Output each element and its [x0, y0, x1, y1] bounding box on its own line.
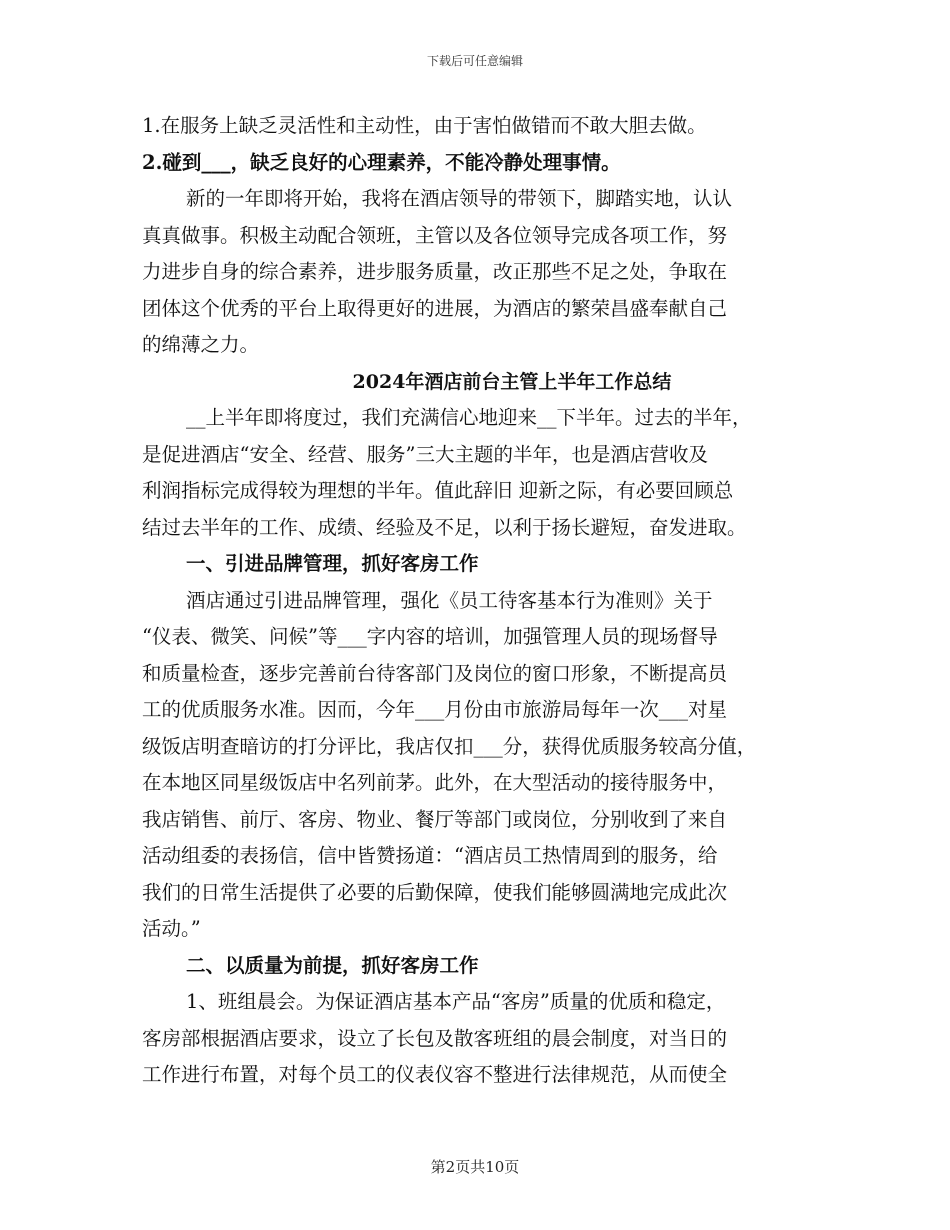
text-line: 利润指标完成得较为理想的半年。值此辞旧 迎新之际，有必要回顾总 [142, 479, 734, 502]
text-line: 结过去半年的工作、成绩、经验及不足，以利于扬长避短，奋发进取。 [142, 515, 747, 539]
text-line: 我店销售、前厅、客房、物业、餐厅等部门或岗位，分别收到了来自 [142, 807, 728, 831]
text-line: 是促进酒店“安全、经营、服务”三大主题的半年，也是酒店营收及 [142, 442, 708, 466]
text-line: 级饭店明查暗访的打分评比，我店仅扣___分，获得优质服务较高分值， [142, 734, 757, 758]
list-item-2 [142, 145, 822, 182]
text-line: 力进步自身的综合素养，进步服务质量，改正那些不足之处，争取在 [142, 260, 728, 283]
text-line: 团体这个优秀的平台上取得更好的进展，为酒店的繁荣昌盛奉献自己 [142, 296, 728, 320]
text-line: 我们的日常生活提供了必要的后勤保障，使我们能够圆满地完成此次 [142, 880, 728, 904]
text-line: 真真做事。积极主动配合领班，主管以及各位领导完成各项工作，努 [142, 223, 728, 247]
text-line: 酒店通过引进品牌管理，强化《员工待客基本行为准则》关于 [186, 588, 713, 612]
paragraph-brand [142, 583, 822, 948]
text-line: 2.碰到___，缺乏良好的心理素养，不能冷静处理事情。 [142, 150, 621, 174]
text-line: 工的优质服务水准。因而，今年___月份由市旅游局每年一次___对星 [142, 698, 728, 721]
title-text: 2024年酒店前台主管上半年工作总结 [352, 370, 672, 393]
paragraph-intro [142, 400, 822, 546]
section-heading-1 [142, 546, 822, 583]
header-note: 下载后可任意编辑 [426, 54, 523, 68]
text-line: 和质量检查，逐步完善前台待客部门及岗位的窗口形象，不断提高员 [142, 661, 728, 685]
list-item-1 [142, 108, 822, 145]
text-line: 1、班组晨会。为保证酒店基本产品“客房”质量的优质和稳定， [186, 990, 726, 1013]
document-body [142, 108, 822, 1094]
text-line: __上半年即将度过，我们充满信心地迎来__下半年。过去的半年， [186, 406, 752, 429]
page-number: 第2页共10页 [430, 1158, 520, 1176]
text-line: 的绵薄之力。 [142, 333, 260, 356]
section-heading-2 [142, 948, 822, 985]
heading-text: 二、以质量为前提，抓好客房工作 [186, 953, 479, 977]
text-line: 客房部根据酒店要求，设立了长包及散客班组的晨会制度，对当日的 [142, 1026, 728, 1050]
text-line: “仪表、微笑、问候”等___字内容的培训，加强管理人员的现场督导 [142, 625, 718, 648]
text-line: 新的一年即将开始，我将在酒店领导的带领下，脚踏实地，认认 [186, 187, 733, 210]
document-title [142, 364, 822, 401]
text-line: 1.在服务上缺乏灵活性和主动性，由于害怕做错而不敢大胆去做。 [142, 114, 707, 137]
heading-text: 一、引进品牌管理，抓好客房工作 [186, 552, 479, 575]
paragraph-morning-meeting [142, 984, 822, 1094]
text-line: 在本地区同星级饭店中名列前茅。此外，在大型活动的接待服务中， [142, 771, 728, 794]
text-line: 工作进行布置，对每个员工的仪表仪容不整进行法律规范，从而使全 [142, 1063, 728, 1086]
text-line: 活动。” [142, 917, 201, 940]
paragraph-new-year [142, 181, 822, 364]
text-line: 活动组委的表扬信，信中皆赞扬道：“酒店员工热情周到的服务，给 [142, 844, 718, 867]
